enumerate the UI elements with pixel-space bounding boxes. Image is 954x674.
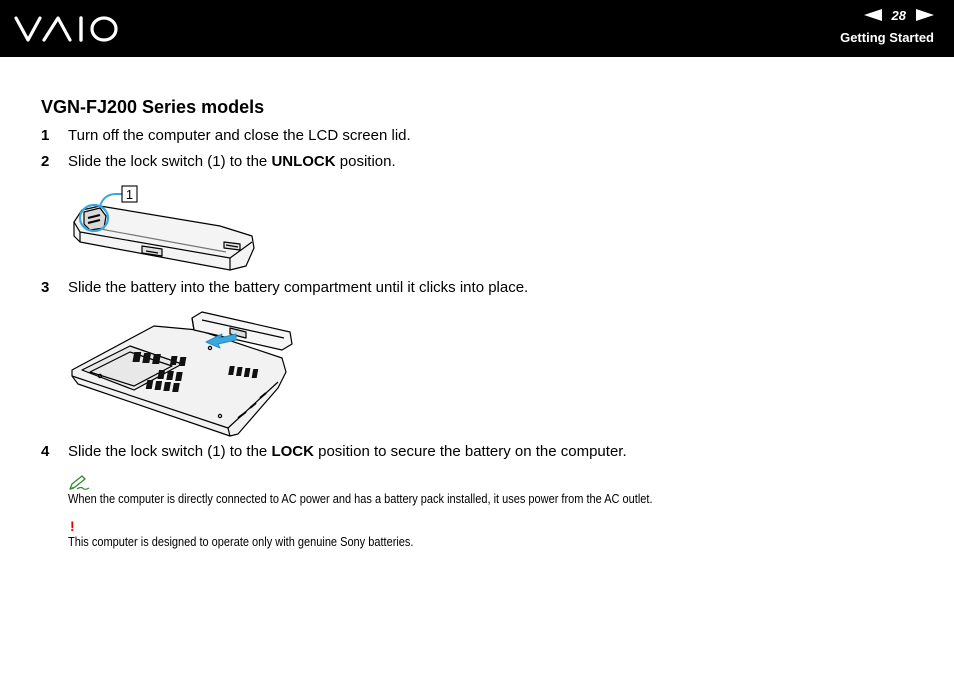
step-text-end: position. [335, 153, 396, 170]
header-bar [0, 0, 954, 57]
step-text: Slide the lock switch (1) to the [68, 153, 272, 170]
note-text: When the computer is directly connected to AC power and has a battery pack installed, it uses power from the AC outlet. [68, 492, 653, 506]
step-number: 4 [41, 443, 50, 460]
vaio-logo [14, 14, 120, 44]
step-text: Turn off the computer and close the LCD screen lid. [68, 127, 411, 144]
step-number: 1 [41, 127, 50, 144]
page-number: 28 [891, 7, 906, 23]
step-text: Slide the lock switch (1) to the [68, 443, 272, 460]
step-3 [41, 279, 528, 296]
pencil-note-icon [68, 475, 90, 491]
next-page-arrow-icon[interactable] [916, 9, 934, 21]
step-1 [41, 127, 411, 144]
step-number: 2 [41, 153, 50, 170]
step-2 [41, 153, 396, 170]
step-text-end: position to secure the battery on the computer. [313, 443, 627, 460]
step-emphasis: LOCK [271, 443, 314, 460]
battery-insert-figure [70, 308, 302, 440]
section-title: Getting Started [840, 30, 934, 45]
previous-page-arrow-icon[interactable] [864, 9, 882, 21]
step-4 [41, 443, 627, 460]
step-text: Slide the battery into the battery compartment until it clicks into place. [68, 279, 529, 296]
callout-label: 1 [125, 187, 134, 202]
page-navigation [864, 6, 934, 24]
step-number: 3 [41, 279, 50, 296]
step-emphasis: UNLOCK [271, 153, 336, 170]
warning-icon: ! [70, 518, 75, 534]
section-heading: VGN-FJ200 Series models [41, 97, 265, 117]
battery-lock-switch-figure [70, 182, 260, 274]
warning-text: This computer is designed to operate only with genuine Sony batteries. [68, 535, 414, 549]
